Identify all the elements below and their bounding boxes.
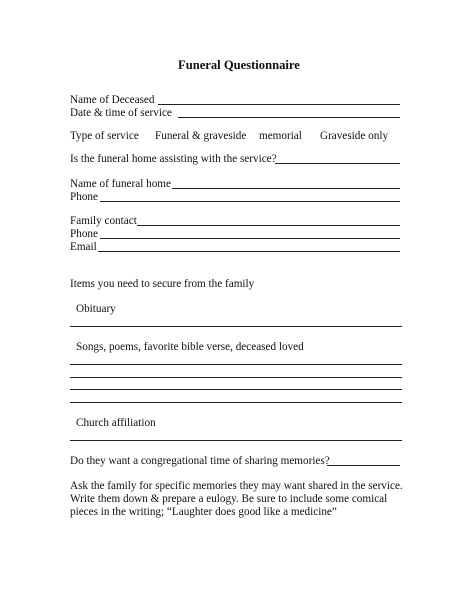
name-of-deceased-label: Name of Deceased (70, 94, 155, 106)
church-affiliation-field[interactable] (70, 440, 402, 441)
family-phone-label: Phone (70, 228, 98, 240)
obituary-label: Obituary (76, 303, 116, 315)
name-of-deceased-field[interactable] (158, 104, 400, 105)
date-time-label: Date & time of service (70, 107, 172, 119)
date-time-field[interactable] (178, 117, 400, 118)
memories-instruction-line: Write them down & prepare a eulogy. Be sure to include some comical (70, 493, 388, 505)
family-contact-label: Family contact (70, 215, 137, 227)
service-option-funeral-graveside[interactable]: Funeral & graveside (155, 130, 247, 142)
funeral-home-name-field[interactable] (172, 188, 400, 189)
songs-field-line[interactable] (70, 364, 402, 365)
funeral-home-assisting-field[interactable] (275, 163, 400, 164)
family-phone-field[interactable] (100, 238, 400, 239)
funeral-home-phone-field[interactable] (100, 201, 400, 202)
sharing-memories-question: Do they want a congregational time of sharing memories? (70, 455, 330, 467)
family-email-field[interactable] (98, 251, 400, 252)
service-option-graveside-only[interactable]: Graveside only (320, 130, 389, 142)
family-email-label: Email (70, 241, 97, 253)
songs-field-line[interactable] (70, 377, 402, 378)
songs-field-line[interactable] (70, 402, 402, 403)
songs-field-line[interactable] (70, 389, 402, 390)
songs-label: Songs, poems, favorite bible verse, deceased loved (76, 341, 304, 353)
memories-instruction-line: Ask the family for specific memories they may want shared in the service. (70, 480, 403, 492)
church-affiliation-label: Church affiliation (76, 417, 156, 429)
funeral-home-assisting-question: Is the funeral home assisting with the service? (70, 153, 277, 165)
type-of-service-label: Type of service (70, 130, 139, 142)
family-contact-field[interactable] (137, 225, 400, 226)
obituary-field[interactable] (70, 326, 402, 327)
memories-instruction-line: pieces in the writing; “Laughter does good like a medicine” (70, 506, 337, 518)
items-to-secure-heading: Items you need to secure from the family (70, 278, 255, 290)
funeral-home-phone-label: Phone (70, 191, 98, 203)
funeral-home-name-label: Name of funeral home (70, 178, 171, 190)
sharing-memories-field[interactable] (327, 465, 400, 466)
page-title: Funeral Questionnaire (178, 58, 300, 72)
service-option-memorial[interactable]: memorial (259, 130, 302, 142)
